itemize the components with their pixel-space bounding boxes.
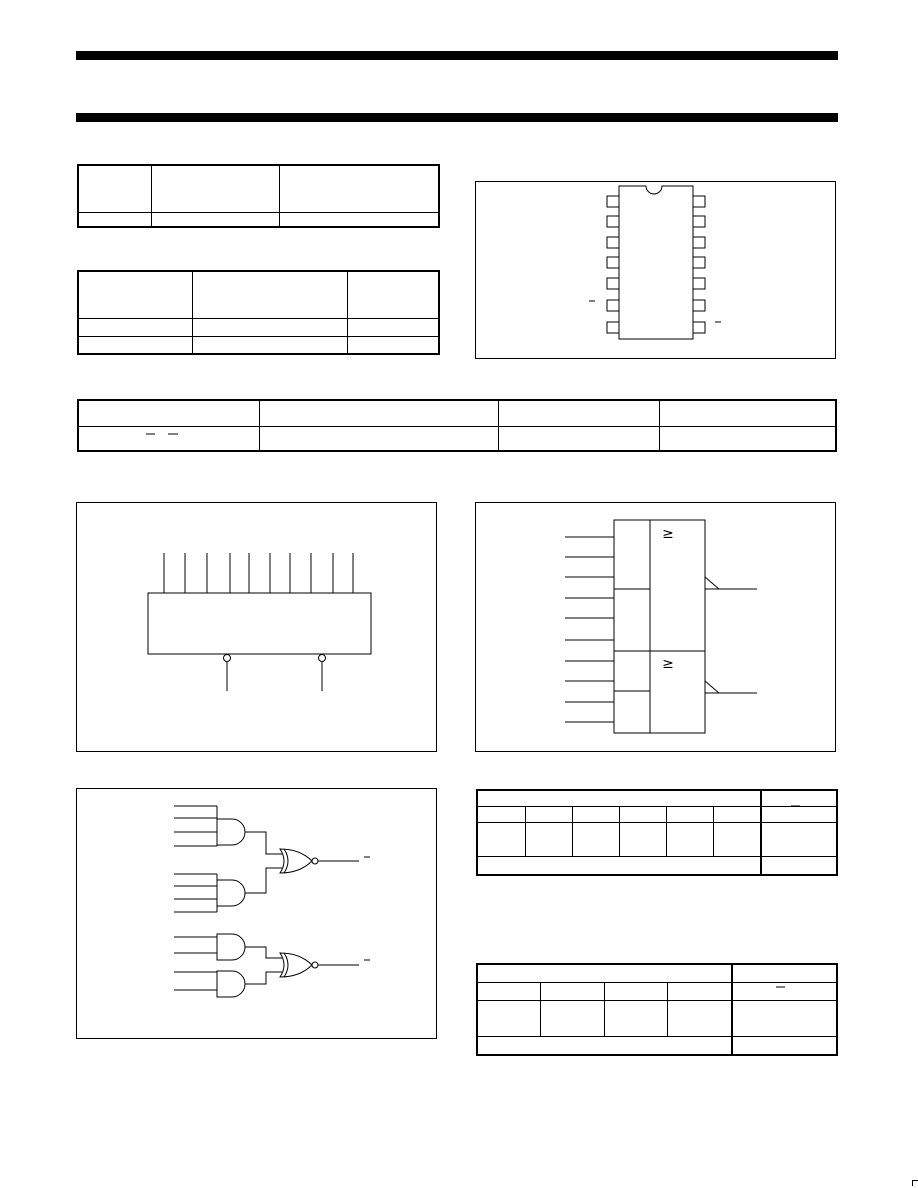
ge-symbol-2: ≥: [662, 656, 674, 672]
ge-symbol-1: ≥: [662, 526, 674, 542]
corner-mark: [912, 1180, 918, 1186]
